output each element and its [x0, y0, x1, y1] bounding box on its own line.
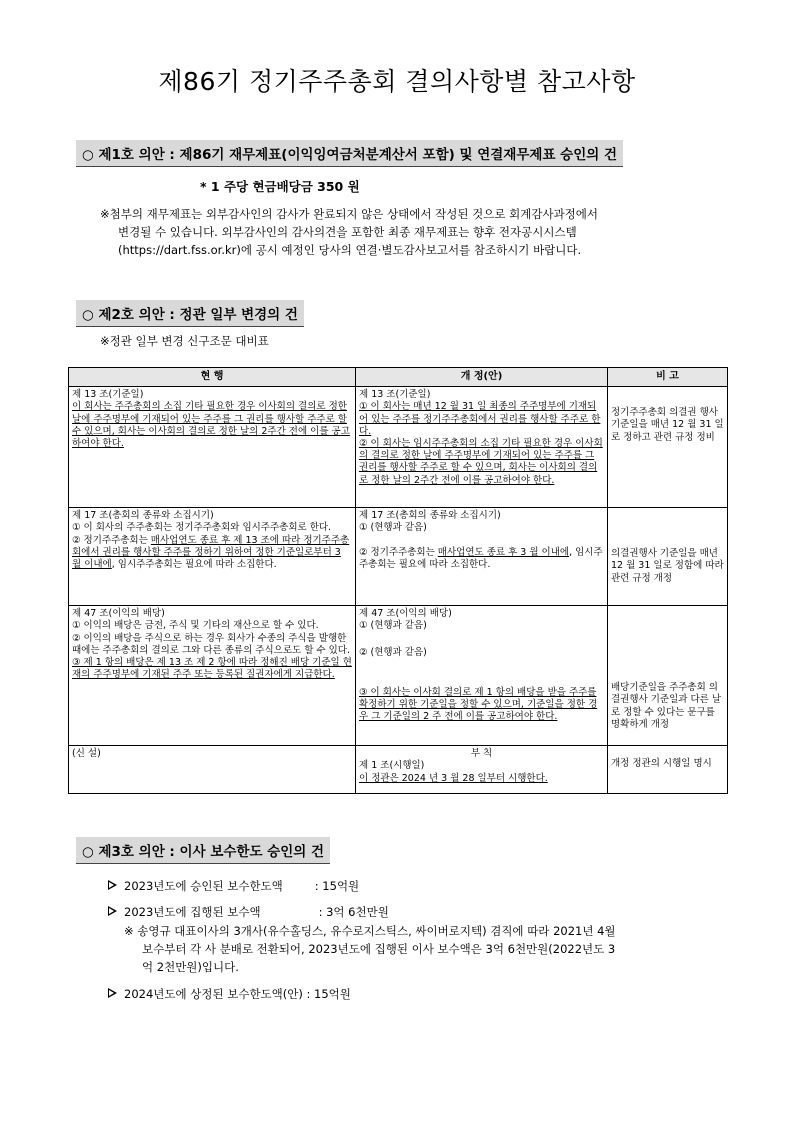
- article-text: ② (현행과 같음): [359, 646, 427, 658]
- table-row: [69, 508, 728, 606]
- article-text: [359, 547, 604, 571]
- supplementary-heading: 부 칙: [470, 748, 493, 760]
- article-text: 이 정관은 2024 년 3 월 28 일부터 시행한다.: [359, 772, 548, 784]
- remark-text: 정기주주총회 의결권 행사 기준일을 매년 12 월 31 일로 정하고 관련 규정 정비: [611, 407, 724, 443]
- current-cell: [69, 387, 356, 508]
- note-line: ※ 송영규 대표이사의 3개사(유수홀딩스, 유수로지스틱스, 싸이버로지텍) 겸직에 따라 2021년 4월: [124, 924, 616, 938]
- triangle-bullet-icon: [108, 906, 118, 916]
- remark-text: 개정 정관의 시행일 명시: [611, 758, 712, 770]
- text-span: ② 정기주주총회는: [72, 534, 151, 546]
- article-title: 제 47 조(이익의 배당): [359, 608, 452, 620]
- table-caption: ※정관 일부 변경 신구조문 대비표: [100, 334, 269, 348]
- article-text: ① 이익의 배당은 금전, 주식 및 기타의 재산으로 할 수 있다.: [72, 620, 319, 632]
- column-header: 개 정(안): [356, 368, 608, 387]
- remark-cell: [608, 606, 728, 746]
- remark-cell: [608, 508, 728, 606]
- article-text: ③ 제 1 항의 배당은 제 13 조 제 2 항에 따라 정해진 배당 기준일 현재의 주주명부에 기재된 주주 또는 등록된 질권자에게 지급한다.: [72, 657, 352, 681]
- text-span: , 임시주주총회는 필요에 따라 소집한다.: [359, 546, 603, 570]
- amended-cell: [356, 387, 608, 508]
- note-line: 변경될 수 있습니다. 외부감사인의 감사의견을 포함한 최종 재무제표는 향후 전자공시시스템: [118, 225, 577, 239]
- amended-cell: [356, 508, 608, 606]
- item-label: 2024년도에 상정된 보수한도액(안) : 15억원: [124, 987, 351, 1001]
- article-text: ① 이 회사는 매년 12 월 31 일 최종의 주주명부에 기재되어 있는 주주를 정기주주총회에서 권리를 행사할 주주로 한다.: [359, 401, 601, 437]
- triangle-bullet-icon: [108, 880, 118, 890]
- triangle-bullet-icon: [108, 988, 118, 998]
- item-value: : 3억 6천만원: [318, 905, 389, 919]
- agenda-1-heading: ○ 제1호 의안 : 제86기 재무제표(이익잉여금처분계산서 포함) 및 연결재무제표 승인의 건: [76, 140, 623, 167]
- note-line: 억 2천만원)입니다.: [142, 960, 239, 974]
- page-title: 제86기 정기주주총회 결의사항별 참고사항: [158, 67, 636, 96]
- article-text: 이 회사는 주주총회의 소집 기타 필요한 경우 이사회의 결의로 정한 날에 주주명부에 기재되어 있는 주주를 그 권리를 행사할 주주로 할 수 있으며, 회사는 이사회의 결의로 정한 날의 2주간 전에 이를 공고하여야 한다.: [72, 401, 350, 450]
- list-item: [108, 903, 389, 921]
- article-text: ① (현행과 같음): [359, 522, 427, 534]
- article-text: ① 이 회사의 주주총회는 정기주주총회와 임시주주총회로 한다.: [72, 522, 332, 534]
- article-title: 제 1 조(시행일): [359, 760, 425, 772]
- current-cell: [69, 508, 356, 606]
- article-text: ② 이익의 배당을 주식으로 하는 경우 회사가 수종의 주식을 발행한 때에는 주주총회의 결의로 그와 다른 종류의 주식으로도 할 수 있다.: [72, 632, 350, 656]
- table-header-row: [69, 368, 728, 387]
- article-title: 제 17 조(총회의 종류와 소집시기): [72, 510, 214, 522]
- dividend-per-share: * 1 주당 현금배당금 350 원: [200, 179, 360, 194]
- amended-cell: [356, 606, 608, 746]
- text-span: ② 정기주주총회는: [359, 546, 438, 558]
- article-text: ② 이 회사는 임시주주총회의 소집 기타 필요한 경우 이사회의 결의로 정한 날에 주주명부에 기재되어 있는 주주를 그 권리를 행사할 주주로 할 수 있으며, 회사는 이사회의 결의로 정한 날의 2주간 전에 이를 공고하여야 한다.: [359, 438, 603, 486]
- article-title: 제 13 조(기준일): [359, 389, 431, 401]
- remark-text: 배당기준일을 주주총회 의결권행사 기준일과 다른 날로 정할 수 있다는 문구를 명확하게 개정: [611, 682, 722, 730]
- remark-cell: [608, 746, 728, 794]
- current-cell: [69, 606, 356, 746]
- table-row: [69, 606, 728, 746]
- agenda-1-note: [100, 205, 735, 259]
- agenda-2-heading: ○ 제2호 의안 : 정관 일부 변경의 건: [76, 300, 304, 327]
- remark-cell: [608, 387, 728, 508]
- list-item: [108, 985, 351, 1003]
- item-label: 2023년도에 집행된 보수액: [124, 905, 261, 919]
- column-header: 현 행: [69, 368, 356, 387]
- articles-comparison-table: [68, 367, 728, 794]
- agenda-3-note: [124, 922, 729, 976]
- text-span: 매사업연도 종료 후 3 월 이내에: [437, 546, 570, 558]
- article-text: [72, 535, 352, 572]
- article-title: (신 설): [72, 748, 101, 760]
- note-line: ※첨부의 재무제표는 외부감사인의 감사가 완료되지 않은 상태에서 작성된 것으로 회계감사과정에서: [100, 207, 598, 221]
- amended-cell: [356, 746, 608, 794]
- article-title: 제 47 조(이익의 배당): [72, 608, 165, 620]
- article-title: 제 17 조(총회의 종류와 소집시기): [359, 510, 501, 522]
- list-item: [108, 877, 359, 895]
- table-row: [69, 746, 728, 794]
- text-span: 매사업연도 종료 후 제 13 조에 따라 정기주주총회에서 권리를 행사할 주주를 정하기 위하여 정한 기준일로부터 3 월 이내에: [72, 534, 350, 571]
- current-cell: [69, 746, 356, 794]
- article-text: ③ 이 회사는 이사회 결의로 제 1 항의 배당을 받을 주주를 확정하기 위한 기준일을 정할 수 있으며, 기준일을 정한 경우 그 기준일의 2 주 전에 이를 공고하여야 한다.: [359, 686, 598, 723]
- note-line: 보수부터 각 사 분배로 전환되어, 2023년도에 집행된 이사 보수액은 3억 6천만원(2022년도 3: [142, 942, 616, 956]
- article-title: 제 13 조(기준일): [72, 389, 144, 401]
- text-span: , 임시주주총회는 필요에 따라 소집한다.: [111, 559, 277, 571]
- remark-text: 의결권행사 기준일을 매년 12 월 31 일로 정함에 따라 관련 규정 개정: [611, 548, 724, 584]
- item-value: : 15억원: [314, 879, 360, 893]
- item-label: 2023년도에 승인된 보수한도액: [124, 879, 283, 893]
- agenda-3-heading: ○ 제3호 의안 : 이사 보수한도 승인의 건: [76, 837, 330, 864]
- table-row: [69, 387, 728, 508]
- column-header: 비 고: [608, 368, 728, 387]
- article-text: ① (현행과 같음): [359, 620, 427, 632]
- note-line: (https://dart.fss.or.kr)에 공시 예정인 당사의 연결·별도감사보고서를 참조하시기 바랍니다.: [118, 243, 582, 257]
